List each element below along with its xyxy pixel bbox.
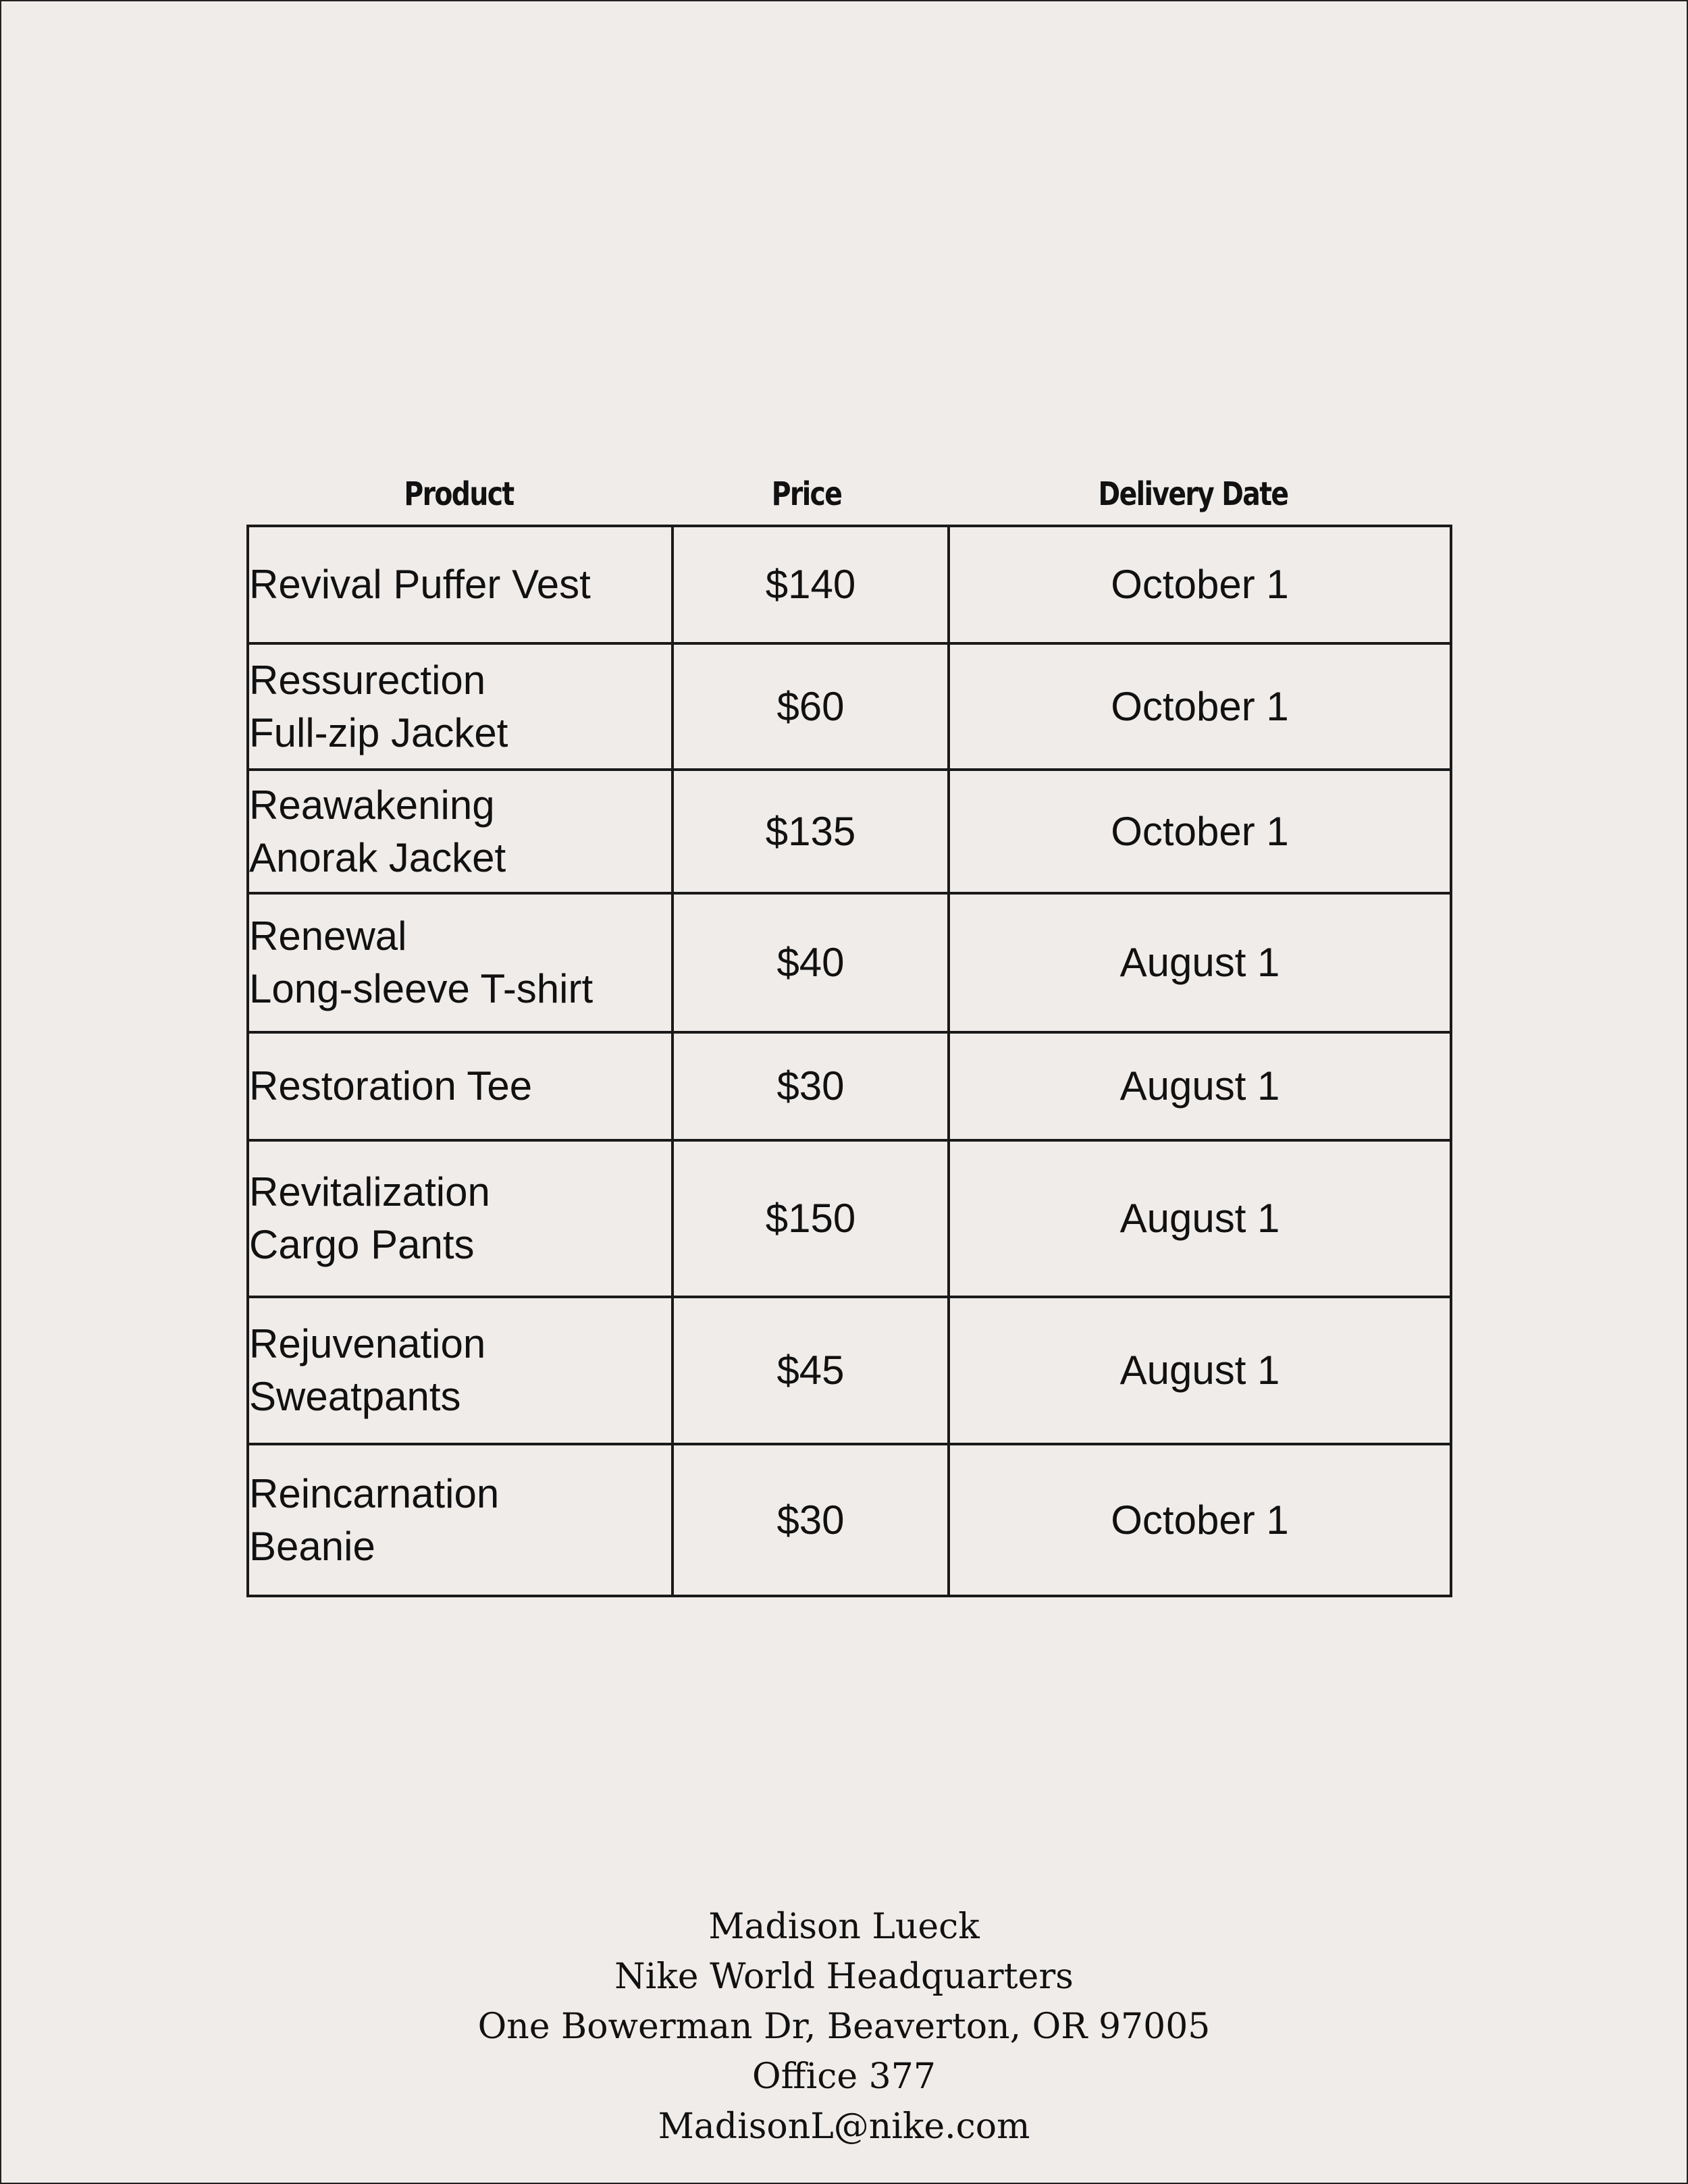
- price-cell: $140: [672, 526, 949, 643]
- product-cell: [248, 893, 672, 1032]
- product-name-line: Reawakening: [249, 782, 495, 828]
- contact-email: MadisonL@nike.com: [658, 2106, 1030, 2147]
- delivery-date-cell: October 1: [949, 1444, 1451, 1596]
- product-cell: [248, 1444, 672, 1596]
- product-cell: [248, 526, 672, 643]
- header-product: Product: [404, 475, 514, 513]
- header-price: Price: [771, 475, 842, 513]
- product-name-line: Reincarnation: [249, 1470, 500, 1516]
- table-row: [248, 1444, 1451, 1596]
- product-name-line: Cargo Pants: [249, 1222, 475, 1267]
- delivery-date-cell: August 1: [949, 893, 1451, 1032]
- product-cell: [248, 1297, 672, 1444]
- product-name-line: Revitalization: [249, 1169, 490, 1215]
- product-name-line: Sweatpants: [249, 1374, 461, 1419]
- product-name-line: Full-zip Jacket: [249, 710, 508, 755]
- price-cell: $30: [672, 1444, 949, 1596]
- table-row: [248, 1297, 1451, 1444]
- table-row: [248, 1032, 1451, 1140]
- product-cell: [248, 1140, 672, 1297]
- delivery-date-cell: October 1: [949, 526, 1451, 643]
- price-cell: $30: [672, 1032, 949, 1140]
- product-cell: [248, 770, 672, 893]
- product-name-line: Renewal: [249, 913, 407, 959]
- product-name-line: Rejuvenation: [249, 1321, 486, 1366]
- contact-office: Office 377: [752, 2056, 936, 2097]
- contact-block: [1, 1902, 1687, 2152]
- table-row: [248, 526, 1451, 643]
- product-name-line: Restoration Tee: [249, 1063, 533, 1109]
- price-cell: $135: [672, 770, 949, 893]
- contact-company: Nike World Headquarters: [614, 1956, 1074, 1997]
- product-cell: [248, 1032, 672, 1140]
- product-name-line: Long-sleeve T-shirt: [249, 966, 594, 1011]
- table-header-row: [248, 467, 1443, 521]
- contact-address: One Bowerman Dr, Beaverton, OR 97005: [477, 2006, 1211, 2047]
- product-name-line: Ressurection: [249, 657, 486, 703]
- table-row: [248, 643, 1451, 770]
- delivery-date-cell: October 1: [949, 643, 1451, 770]
- price-cell: $60: [672, 643, 949, 770]
- price-cell: $150: [672, 1140, 949, 1297]
- table-row: [248, 770, 1451, 893]
- delivery-date-cell: August 1: [949, 1297, 1451, 1444]
- product-name-line: Beanie: [249, 1523, 375, 1569]
- product-table: [246, 525, 1452, 1597]
- delivery-date-cell: August 1: [949, 1032, 1451, 1140]
- price-cell: $40: [672, 893, 949, 1032]
- price-cell: $45: [672, 1297, 949, 1444]
- product-name-line: Anorak Jacket: [249, 834, 506, 880]
- header-delivery-date: Delivery Date: [1098, 475, 1288, 513]
- table-row: [248, 893, 1451, 1032]
- delivery-date-cell: October 1: [949, 770, 1451, 893]
- delivery-date-cell: August 1: [949, 1140, 1451, 1297]
- product-name-line: Revival Puffer Vest: [249, 562, 591, 607]
- product-cell: [248, 643, 672, 770]
- table-row: [248, 1140, 1451, 1297]
- contact-name: Madison Lueck: [708, 1907, 980, 1947]
